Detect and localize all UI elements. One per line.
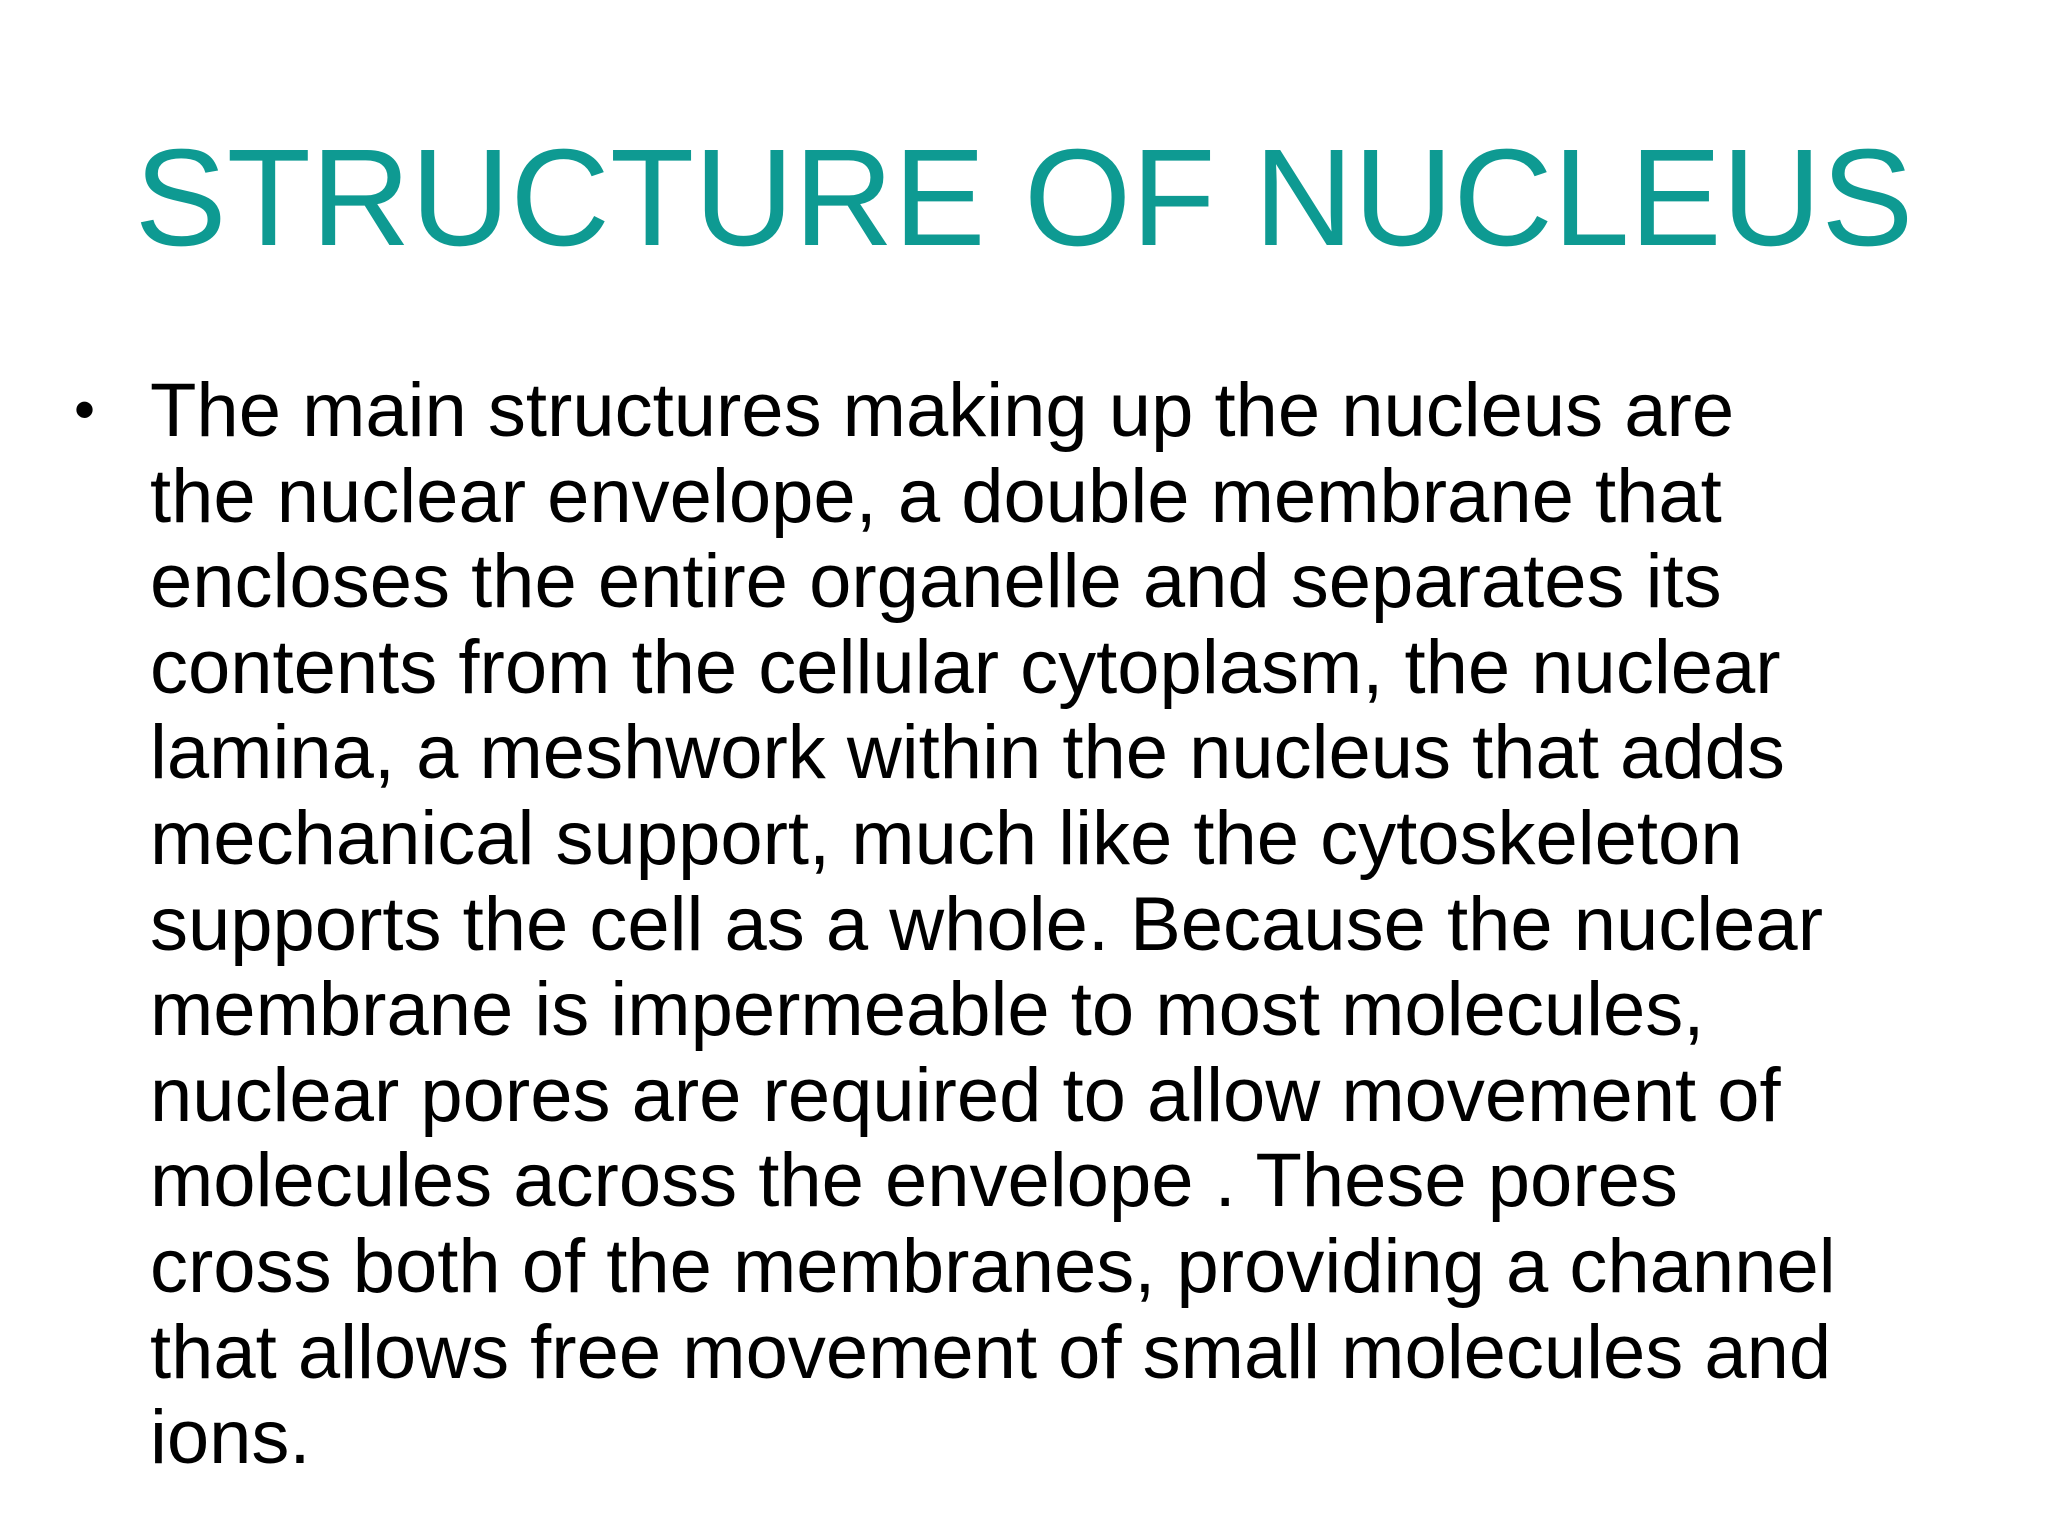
body-line-3: encloses the entire organelle and separates its <box>150 539 1722 625</box>
slide-body <box>62 368 1992 1481</box>
bullet-item <box>62 368 1992 1481</box>
bullet-paragraph <box>150 368 1992 1481</box>
body-line-10: molecules across the envelope . These pores <box>150 1138 1678 1224</box>
body-line-5: lamina, a meshwork within the nucleus that adds <box>150 710 1785 796</box>
body-line-9: nuclear pores are required to allow movement of <box>150 1052 1781 1138</box>
body-line-12: that allows free movement of small molecules and <box>150 1309 1832 1395</box>
body-line-13: ions. <box>150 1395 311 1481</box>
body-line-8: membrane is impermeable to most molecules, <box>150 967 1705 1053</box>
slide-title: STRUCTURE OF NUCLEUS <box>134 121 1914 275</box>
body-line-1: The main structures making up the nucleus are <box>150 368 1735 453</box>
body-line-2: the nuclear envelope, a double membrane that <box>150 453 1722 539</box>
bullet-icon: • <box>74 376 96 443</box>
body-line-11: cross both of the membranes, providing a channel <box>150 1223 1836 1309</box>
body-line-7: supports the cell as a whole. Because the nuclear <box>150 881 1824 967</box>
body-line-6: mechanical support, much like the cytoskeleton <box>150 795 1743 881</box>
body-line-4: contents from the cellular cytoplasm, the nuclear <box>150 624 1781 710</box>
